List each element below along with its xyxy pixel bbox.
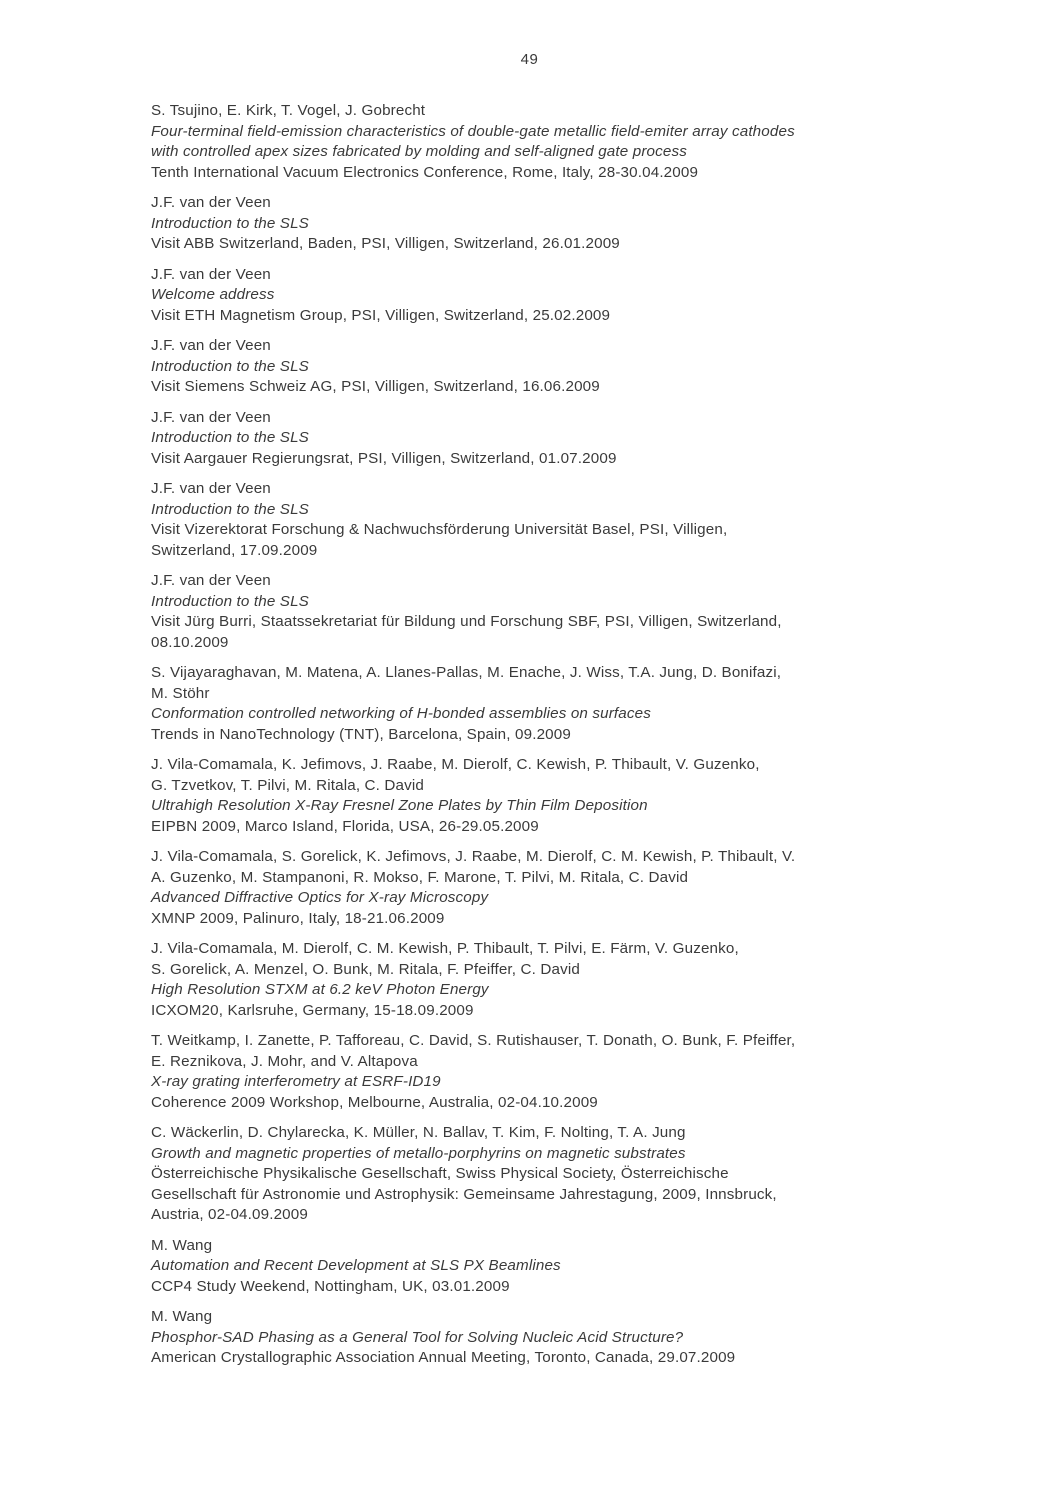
reference-venue: CCP4 Study Weekend, Nottingham, UK, 03.01.2009: [151, 1277, 510, 1295]
reference-venue: ICXOM20, Karlsruhe, Germany, 15-18.09.2009: [151, 1001, 474, 1019]
reference-title: Introduction to the SLS: [151, 592, 309, 610]
reference-entry: [151, 663, 911, 745]
reference-entry: [151, 265, 911, 327]
reference-authors: J.F. van der Veen: [151, 408, 271, 426]
reference-venue: Trends in NanoTechnology (TNT), Barcelona, Spain, 09.2009: [151, 725, 571, 743]
reference-entry: [151, 755, 911, 837]
reference-title: Growth and magnetic properties of metallo-porphyrins on magnetic substrates: [151, 1144, 686, 1162]
reference-authors: J. Vila-Comamala, S. Gorelick, K. Jefimovs, J. Raabe, M. Dierolf, C. M. Kewish, P. Thibault, V.: [151, 848, 796, 865]
reference-title: Four-terminal field-emission characteristics of double-gate metallic field-emiter array cathodes: [151, 122, 795, 140]
reference-venue: Visit ABB Switzerland, Baden, PSI, Villigen, Switzerland, 26.01.2009: [151, 235, 620, 252]
reference-entry: [151, 408, 911, 470]
reference-authors: J.F. van der Veen: [151, 480, 271, 497]
reference-authors: J.F. van der Veen: [151, 572, 271, 589]
reference-title: Welcome address: [151, 286, 275, 303]
reference-venue: Austria, 02-04.09.2009: [151, 1206, 308, 1223]
reference-authors: M. Wang: [151, 1236, 213, 1254]
reference-title: Introduction to the SLS: [151, 429, 309, 446]
reference-entry: [151, 1031, 911, 1113]
reference-title: Conformation controlled networking of H-bonded assemblies on surfaces: [151, 705, 651, 722]
reference-entry: [151, 336, 911, 398]
reference-venue: Visit ETH Magnetism Group, PSI, Villigen, Switzerland, 25.02.2009: [151, 306, 611, 324]
reference-authors: G. Tzvetkov, T. Pilvi, M. Ritala, C. David: [151, 776, 424, 794]
reference-title: Ultrahigh Resolution X-Ray Fresnel Zone Plates by Thin Film Deposition: [151, 797, 648, 814]
page-number: 49: [520, 51, 539, 68]
reference-authors: J.F. van der Veen: [151, 265, 271, 283]
reference-venue: Switzerland, 17.09.2009: [151, 541, 318, 559]
reference-entry: [151, 479, 911, 561]
reference-title: High Resolution STXM at 6.2 keV Photon Energy: [151, 981, 489, 998]
reference-venue: American Crystallographic Association Annual Meeting, Toronto, Canada, 29.07.2009: [151, 1349, 736, 1366]
reference-title: Introduction to the SLS: [151, 214, 309, 232]
reference-authors: M. Stöhr: [151, 684, 210, 702]
reference-venue: Gesellschaft für Astronomie und Astrophysik: Gemeinsame Jahrestagung, 2009, Innsbruck,: [151, 1185, 777, 1203]
reference-entry: [151, 571, 911, 653]
reference-venue: Visit Vizerektorat Forschung & Nachwuchsförderung Universität Basel, PSI, Villigen,: [151, 521, 728, 538]
reference-authors: C. Wäckerlin, D. Chylarecka, K. Müller, N. Ballav, T. Kim, F. Nolting, T. A. Jung: [151, 1124, 686, 1141]
reference-authors: S. Tsujino, E. Kirk, T. Vogel, J. Gobrecht: [151, 102, 426, 119]
reference-title: X-ray grating interferometry at ESRF-ID19: [151, 1073, 441, 1090]
reference-authors: E. Reznikova, J. Mohr, and V. Altapova: [151, 1052, 418, 1070]
reference-entry: [151, 1123, 911, 1226]
reference-authors: J.F. van der Veen: [151, 337, 271, 354]
reference-title: with controlled apex sizes fabricated by molding and self-aligned gate process: [151, 143, 687, 160]
reference-title: Phosphor-SAD Phasing as a General Tool for Solving Nucleic Acid Structure?: [151, 1328, 684, 1346]
reference-venue: Visit Siemens Schweiz AG, PSI, Villigen, Switzerland, 16.06.2009: [151, 378, 600, 395]
reference-venue: Coherence 2009 Workshop, Melbourne, Australia, 02-04.10.2009: [151, 1093, 598, 1111]
reference-entry: [151, 1236, 911, 1298]
reference-entry: [151, 1307, 911, 1369]
reference-venue: EIPBN 2009, Marco Island, Florida, USA, 26-29.05.2009: [151, 817, 539, 835]
reference-authors: M. Wang: [151, 1308, 213, 1325]
reference-authors: J. Vila-Comamala, M. Dierolf, C. M. Kewish, P. Thibault, T. Pilvi, E. Färm, V. Guzenko,: [151, 940, 739, 957]
reference-list: [151, 101, 911, 1379]
reference-title: Introduction to the SLS: [151, 357, 309, 375]
reference-entry: [151, 101, 911, 183]
reference-venue: Tenth International Vacuum Electronics Conference, Rome, Italy, 28-30.04.2009: [151, 163, 699, 181]
reference-venue: Visit Aargauer Regierungsrat, PSI, Villigen, Switzerland, 01.07.2009: [151, 449, 617, 467]
reference-venue: XMNP 2009, Palinuro, Italy, 18-21.06.2009: [151, 909, 445, 927]
reference-authors: J.F. van der Veen: [151, 194, 271, 211]
reference-authors: S. Gorelick, A. Menzel, O. Bunk, M. Ritala, F. Pfeiffer, C. David: [151, 960, 580, 978]
reference-entry: [151, 939, 911, 1021]
reference-entry: [151, 193, 911, 255]
reference-title: Automation and Recent Development at SLS PX Beamlines: [151, 1257, 561, 1274]
reference-authors: S. Vijayaraghavan, M. Matena, A. Llanes-Pallas, M. Enache, J. Wiss, T.A. Jung, D. Bonifazi,: [151, 664, 782, 681]
reference-authors: J. Vila-Comamala, K. Jefimovs, J. Raabe, M. Dierolf, C. Kewish, P. Thibault, V. Guzenko,: [151, 756, 760, 773]
reference-authors: A. Guzenko, M. Stampanoni, R. Mokso, F. Marone, T. Pilvi, M. Ritala, C. David: [151, 868, 689, 886]
reference-venue: Visit Jürg Burri, Staatssekretariat für Bildung und Forschung SBF, PSI, Villigen, Switzerland,: [151, 613, 782, 630]
reference-venue: 08.10.2009: [151, 633, 229, 651]
reference-authors: T. Weitkamp, I. Zanette, P. Tafforeau, C. David, S. Rutishauser, T. Donath, O. Bunk, F. Pfeiffer,: [151, 1032, 796, 1049]
reference-entry: [151, 847, 911, 929]
reference-title: Advanced Diffractive Optics for X-ray Microscopy: [151, 889, 489, 906]
reference-title: Introduction to the SLS: [151, 500, 309, 518]
reference-venue: Österreichische Physikalische Gesellschaft, Swiss Physical Society, Österreichische: [151, 1165, 729, 1182]
